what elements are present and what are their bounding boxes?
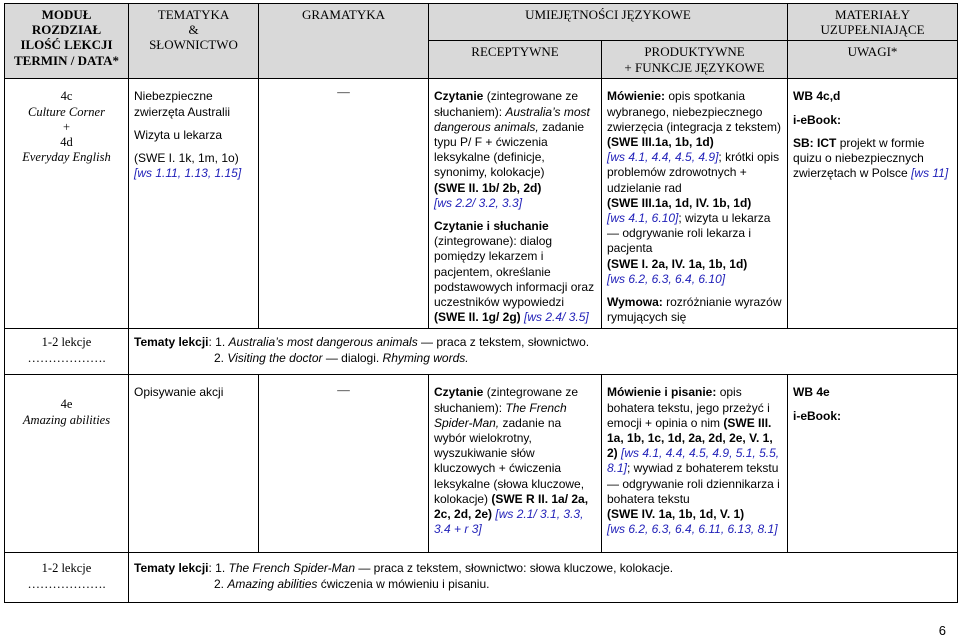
workbook-ref: WB 4c,d (793, 89, 841, 104)
skill-text: zadanie typu P/ F + ćwiczenia leksykalne (definicje, synonimy, kolokacje) (434, 119, 585, 180)
header-vocab-line: SŁOWNICTWO (149, 37, 238, 53)
unit-title: Amazing abilities (22, 412, 111, 427)
skill-label: Czytanie (434, 385, 484, 400)
productive-4e (602, 375, 788, 553)
header-amp-line: & (188, 22, 199, 38)
ws-ref: [ws 4.1, 4.4, 4.5, 4.9, 5.1, 5.5, 8.1] (607, 446, 780, 476)
swe-ref: (SWE II. 1b/ 2b, 2d) (434, 180, 542, 195)
skill-label: Wymowa: (607, 295, 663, 310)
header-skills: UMIEJĘTNOŚCI JĘZYKOWE (429, 4, 788, 41)
skill-text: (zintegrowane): dialog pomiędzy lekarzem i pacjentem, określanie podstawowych informacji oraz uczestników wypowiedzi (434, 234, 595, 310)
ws-ref: [ws 4.1, 4.4, 4.5, 4.9] (607, 150, 719, 165)
skill-label: Czytanie i słuchanie (434, 219, 549, 234)
lesson-desc: — praca z tekstem, słownictwo. (417, 335, 590, 350)
receptive-4e (429, 375, 602, 553)
header-productive (602, 41, 788, 79)
unit-title: Culture Corner (28, 104, 105, 119)
productive-4cd (602, 79, 788, 329)
header-notes: UWAGI* (788, 41, 958, 79)
skill-label: Mówienie: (607, 89, 666, 104)
project-text: projekt w formie quizu o niebezpiecznych zwierzętach w Polsce (793, 135, 925, 181)
ebook-ref: i-eBook: (793, 408, 842, 423)
lesson-number: : 1. (208, 561, 229, 576)
header-productive-line1: PRODUKTYWNE (644, 44, 745, 60)
lesson-title: Australia’s most dangerous animals (228, 335, 418, 350)
lessons-4cd (5, 329, 129, 375)
ws-ref: [ws 2.4/ 3.5] (524, 310, 589, 325)
section-4cd-lessons-row (5, 329, 958, 375)
lesson-desc: — dialogi. (322, 350, 383, 365)
lesson-title: Rhyming words. (382, 350, 469, 365)
unit-title-2: Everyday English (22, 150, 111, 165)
skill-text: opis spotkania wybranego, niebezpiecznego zwierzęcia (integracja z tekstem) (607, 89, 782, 134)
skill-text: ; krótki opis problemów zdrowotnych + udzielanie rad (607, 150, 780, 195)
skill-text: rozróżnianie wyrazów rymujących się (607, 295, 782, 325)
date-placeholder: ………………. (27, 350, 106, 365)
unit-plus: + (62, 119, 71, 134)
swe-ref: (SWE III.1a, 1b, 1d) (607, 135, 714, 150)
lesson-topics-label: Tematy lekcji (134, 561, 209, 576)
section-4cd-row (5, 79, 958, 329)
unit-code: 4e (60, 397, 73, 412)
header-receptive: RECEPTYWNE (429, 41, 602, 79)
header-lessons-line: ILOŚĆ LEKCJI (20, 37, 113, 53)
swe-ref: (SWE III. 1a, 1b, 1c, 1d, 2a, 2d, 2e, V. 1, 2) (607, 415, 773, 461)
skill-text: ; wizyta u lekarza — odgrywanie roli lekarza i pacjenta (607, 211, 771, 256)
ws-ref: [ws 2.1/ 3.1, 3.3, 3.4 + r 3] (434, 507, 584, 537)
header-term-line: TERMIN / DATA* (14, 52, 119, 68)
topic-item: Wizyta u lekarza (134, 127, 223, 142)
lesson-number: : 1. (208, 335, 229, 350)
page-number: 6 (938, 623, 946, 638)
swe-ref: (SWE R II. 1a/ 2a, 2c, 2d, 2e) (434, 491, 589, 522)
syllabus-table (4, 3, 958, 603)
unit-4cd (5, 79, 129, 329)
header-chapter-line: ROZDZIAŁ (31, 22, 102, 38)
unit-code: 4c (60, 89, 73, 104)
skill-text: (zintegrowane ze słuchaniem): (434, 89, 579, 119)
ws-ref: [ws 11] (911, 166, 949, 181)
header-grammar: GRAMATYKA (259, 4, 429, 79)
header-materials (788, 4, 958, 41)
lesson-title: The French Spider-Man (228, 561, 356, 576)
lesson-number: 2. (214, 350, 228, 365)
ebook-ref: i-eBook: (793, 112, 842, 127)
lessons-count: 1-2 lekcje (41, 561, 92, 576)
lessons-4e (5, 553, 129, 603)
grammar-4e: — (259, 375, 429, 553)
swe-ref: (SWE II. 1g/ 2g) (434, 310, 521, 325)
ws-ref: [ws 6.2, 6.3, 6.4, 6.11, 6.13, 8.1] (607, 522, 778, 537)
text-title: Australia’s most dangerous animals, (434, 104, 590, 134)
header-module-line: MODUŁ (41, 7, 92, 22)
text-title: The French Spider-Man, (434, 400, 567, 430)
header-topics (129, 4, 259, 79)
swe-ref: (SWE III.1a, 1d, IV. 1b, 1d) (607, 195, 752, 210)
students-book-ref: SB: ICT (793, 135, 837, 150)
topics-4e: Opisywanie akcji (129, 375, 259, 553)
section-4e-row (5, 375, 958, 553)
materials-4cd (788, 79, 958, 329)
ws-ref: [ws 2.2/ 3.2, 3.3] (434, 195, 523, 210)
workbook-ref: WB 4e (793, 385, 830, 400)
header-row (5, 4, 958, 41)
lesson-topics-4e (129, 553, 958, 603)
skill-text: opis bohatera tekstu, jego przeżyć i emocji + opinia o nim (607, 385, 770, 430)
skill-text: (zintegrowane ze słuchaniem): (434, 385, 579, 415)
materials-4e (788, 375, 958, 553)
ws-ref: [ws 6.2, 6.3, 6.4, 6.10] (607, 271, 726, 286)
lesson-title: Amazing abilities (227, 576, 318, 591)
receptive-4cd (429, 79, 602, 329)
lesson-topics-4cd (129, 329, 958, 375)
header-module (5, 4, 129, 79)
lesson-title: Visiting the doctor (227, 350, 323, 365)
date-placeholder: ………………. (27, 576, 106, 591)
header-productive-line2: + FUNKCJE JĘZYKOWE (624, 59, 765, 75)
topic-swe: (SWE I. 1k, 1m, 1o) (134, 151, 239, 166)
lesson-topics-label: Tematy lekcji (134, 335, 209, 350)
unit-code-2: 4d (60, 135, 73, 150)
skill-label: Mówienie i pisanie: (607, 385, 717, 400)
lesson-desc: ćwiczenia w mówieniu i pisaniu. (317, 576, 490, 591)
unit-4e (5, 375, 129, 553)
header-materials-line1: MATERIAŁY (834, 7, 911, 22)
topics-4cd (129, 79, 259, 329)
ws-ref: [ws 4.1, 6.10] (607, 211, 679, 226)
swe-ref: (SWE IV. 1a, 1b, 1d, V. 1) (607, 507, 745, 522)
grammar-4cd: — (259, 79, 429, 329)
skill-text: ; wywiad z bohaterem tekstu — odgrywanie roli dziennikarza i bohatera tekstu (607, 461, 780, 506)
lesson-number: 2. (214, 576, 228, 591)
skill-label: Czytanie (434, 89, 484, 104)
header-materials-line2: UZUPEŁNIAJĄCE (820, 22, 925, 38)
header-topics-line: TEMATYKA (157, 7, 230, 22)
lessons-count: 1-2 lekcje (41, 335, 92, 350)
swe-ref: (SWE I. 2a, IV. 1a, 1b, 1d) (607, 256, 748, 271)
topic-ws: [ws 1.11, 1.13, 1.15] (134, 166, 242, 181)
lesson-desc: — praca z tekstem, słownictwo: słowa kluczowe, kolokacje. (355, 561, 674, 576)
skill-text: zadanie na wybór wielokrotny, wyszukiwanie słów kluczowych + ćwiczenia leksykalne (słowa kluczowe, kolokacje) (434, 415, 585, 506)
section-4e-lessons-row (5, 553, 958, 603)
topic-item: Niebezpieczne zwierzęta Australii (134, 89, 231, 119)
